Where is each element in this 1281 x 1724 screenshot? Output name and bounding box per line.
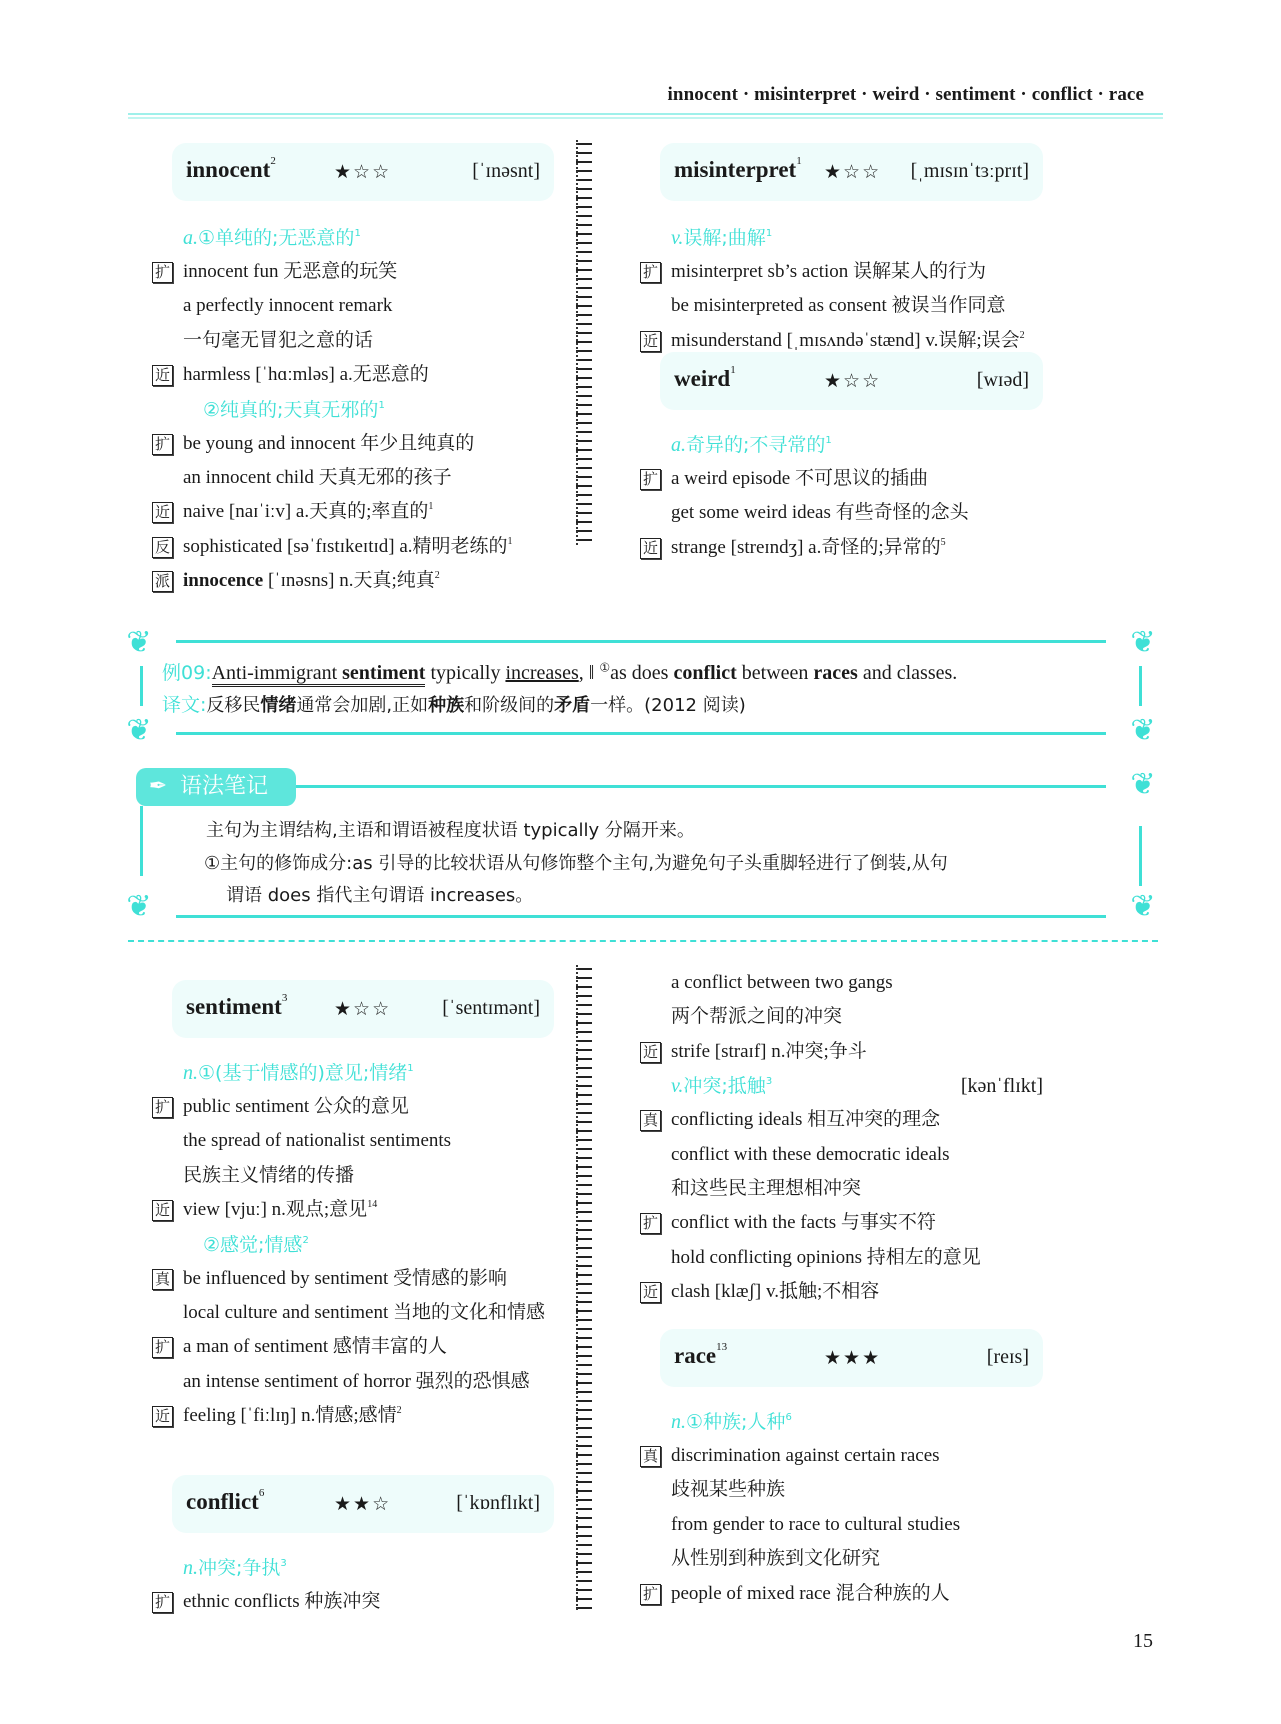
sense-text: ①种族;人种 [686,1411,786,1433]
corner-ornament-icon: ❦ [1130,625,1156,660]
section-divider [128,940,1158,942]
category-tag-icon: 扩 [152,262,173,283]
category-tag-icon: 近 [152,502,173,523]
sense-text: 奇异的;不寻常的 [686,434,826,456]
entry-line [640,1275,1043,1309]
part-of-speech: n. [671,1411,686,1433]
category-tag-icon: 扩 [152,1097,173,1118]
headword: misinterpret$^1$ [674,155,802,182]
star-rating: ★★☆ [334,1494,392,1515]
line-text: be young and innocent 年少且纯真的 [183,432,475,454]
line-text: be influenced by sentiment 受情感的影响 [183,1267,507,1289]
part-of-speech: n. [183,1557,198,1579]
entry-line [152,495,554,529]
sense-definition [152,393,554,427]
entry-line [152,1296,554,1330]
headword: innocent$^2$ [186,155,276,182]
line-text: feeling [ˈfiːlɪŋ] n.情感;感情 [183,1405,397,1427]
text: , ‖ [578,662,600,684]
frequency-superscript: 3 [280,1558,287,1569]
entry-line [640,1172,1043,1206]
category-tag-icon: 近 [640,538,661,559]
entry-conflict-continued [640,966,1043,1310]
sense-definition [640,1405,1043,1439]
frequency-superscript: 14 [367,1199,378,1211]
part-of-speech: a. [671,434,686,456]
category-tag-icon: 扩 [152,434,173,455]
category-tag-icon: 扩 [152,1592,173,1613]
box-rule [1139,826,1142,886]
example-label: 例09 [162,662,206,684]
entry-line [640,255,1043,289]
sense-definition [152,1551,554,1585]
headword-box [660,352,1043,410]
line-text: strange [streɪndʒ] a.奇怪的;异常的 [671,536,941,558]
frequency-superscript: 2 [396,1405,402,1417]
subject-underlined [212,662,426,687]
line-text: public sentiment 公众的意见 [183,1096,409,1117]
example-english [162,658,957,685]
entry-line [152,1365,554,1399]
frequency-superscript: 1 [428,501,434,513]
frequency-superscript: 3 [765,1076,773,1088]
entry-line [640,966,1043,1000]
sense-text: ②纯真的;天真无邪的 [203,398,379,421]
box-rule [176,915,1106,918]
box-rule [140,666,143,706]
grammar-line: 谓语 does 指代主句谓语 increases。 [226,885,534,906]
part-of-speech: v. [671,1075,684,1098]
line-text: conflict with the facts 与事实不符 [671,1212,936,1234]
line-text: hold conflicting opinions 持相左的意见 [671,1246,981,1268]
entry-misinterpret [642,143,1043,358]
entry-line [640,1138,1043,1172]
sense-definition [152,1228,554,1262]
text: as does [610,662,674,684]
entry-line [152,1399,554,1433]
headword: race$^{13}$ [674,1341,728,1368]
category-tag-icon: 扩 [152,1337,173,1358]
frequency-superscript: 1 [825,435,832,446]
headword-box [172,1475,554,1533]
frequency-superscript: 1 [507,535,513,547]
entry-line [152,1124,554,1158]
page-number: 15 [1133,1630,1153,1652]
category-tag-icon: 真 [640,1110,661,1131]
entry-sentiment [154,980,554,1434]
line-text: 和这些民主理想相冲突 [671,1177,862,1199]
column-divider-ornament [576,965,592,1610]
category-tag-icon: 真 [640,1446,661,1467]
entry-line [152,289,554,323]
line-text: clash [klæʃ] v.抵触;不相容 [671,1281,880,1303]
text: 和阶级间的 [464,695,555,716]
text: 一样。(2012 阅读) [590,695,746,716]
label-colon: : [205,662,212,684]
headword: conflict$^6$ [186,1487,265,1514]
frequency-superscript: 1 [407,1063,414,1074]
sense-definition [152,1056,554,1090]
text: between [736,662,814,684]
phonetic: [ˈɪnəsnt] [472,160,540,182]
entry-line [640,1508,1043,1542]
line-text: get some weird ideas 有些奇怪的念头 [671,502,969,524]
line-text: a conflict between two gangs [671,972,893,993]
box-rule [296,785,1106,788]
headword-box [172,980,554,1038]
entry-weird [642,352,1043,565]
pen-icon: ✒ [148,774,168,799]
box-rule [176,732,1106,735]
line-text: misinterpret sb’s action 误解某人的行为 [671,261,987,282]
line-text: sophisticated [səˈfɪstɪkeɪtɪd] a.精明老练的 [183,535,508,557]
example-chinese [162,690,746,717]
header-rule [128,113,1163,119]
entry-line [640,1439,1043,1473]
part-of-speech: v. [671,227,684,249]
line-text: a weird episode 不可思议的插曲 [671,468,928,489]
keyword: 情绪 [260,695,297,716]
headword-box [172,143,554,201]
frequency-superscript: 2 [1019,329,1025,341]
line-text: 一句毫无冒犯之意的话 [183,329,374,351]
category-tag-icon: 扩 [640,1584,661,1605]
line-text: strife [straɪf] n.冲突;争斗 [671,1040,867,1062]
column-divider-ornament [576,140,592,545]
text: 反移民 [206,695,261,716]
sense-text: ②感觉;情感 [203,1233,303,1256]
category-tag-icon: 近 [640,1042,661,1063]
entry-line [640,462,1043,496]
box-rule [1139,666,1142,706]
phonetic: [ˈsentɪmənt] [442,997,540,1019]
line-text: a perfectly innocent remark [183,295,393,317]
category-tag-icon: 扩 [640,1213,661,1234]
translation-label: 译文 [162,694,201,716]
entry-line [152,358,554,392]
sense-text: 冲突;抵触 [683,1075,766,1098]
entry-race [642,1329,1043,1611]
grammar-line: ①主句的修饰成分:as 引导的比较状语从句修饰整个主句,为避免句子头重脚轻进行了倒装,从句 [204,853,948,874]
frequency-superscript: 5 [940,536,946,548]
category-tag-icon: 近 [152,1200,173,1221]
sense-definition [640,428,1043,462]
line-text: the spread of nationalist sentiments [183,1130,452,1152]
sense-definition [640,221,1043,255]
corner-ornament-icon: ❦ [126,889,152,924]
entry-line [640,1473,1043,1507]
phonetic: [wɪəd] [976,369,1029,391]
category-tag-icon: 近 [640,331,661,352]
label-colon: : [200,694,207,716]
entry-line [152,1159,554,1193]
line-text: 两个帮派之间的冲突 [671,1006,843,1028]
line-text: misunderstand [ˌmɪsʌndəˈstænd] v.误解;误会 [671,329,1020,351]
entry-innocent [154,143,554,599]
sense-text: 冲突;争执 [198,1557,281,1579]
line-text: discrimination against certain races [671,1445,940,1466]
category-tag-icon: 真 [152,1269,173,1290]
line-text: innocent fun 无恶意的玩笑 [183,261,398,282]
category-tag-icon: 派 [152,571,173,592]
corner-ornament-icon: ❦ [1130,767,1156,802]
grammar-line: 主句为主谓结构,主语和谓语被程度状语 typically 分隔开来。 [206,820,695,841]
corner-ornament-icon: ❦ [126,713,152,748]
line-text: local culture and sentiment 当地的文化和情感 [183,1301,545,1323]
text: and classes. [857,662,958,684]
corner-ornament-icon: ❦ [126,625,152,660]
entry-line [640,1577,1043,1611]
line-text: ethnic conflicts 种族冲突 [183,1591,381,1612]
frequency-superscript: 1 [354,228,361,239]
entry-line [640,1542,1043,1576]
line-text: harmless [ˈhɑːmləs] a.无恶意的 [183,364,429,386]
category-tag-icon: 扩 [640,262,661,283]
page-header-title: innocent · misinterpret · weird · sentiment · conflict · race [667,84,1144,105]
line-text: view [vjuː] n.观点;意见 [183,1199,368,1221]
line-text: an intense sentiment of horror 强烈的恐惧感 [183,1370,530,1392]
entry-line [640,1241,1043,1275]
line-text: conflict with these democratic ideals [671,1143,950,1165]
line-text: people of mixed race 混合种族的人 [671,1582,950,1604]
box-rule [140,806,143,876]
line-text: 民族主义情绪的传播 [183,1164,355,1186]
phonetic: [reɪs] [986,1346,1029,1368]
headword: sentiment$^3$ [186,992,288,1019]
entry-line [152,1090,554,1124]
sense-text: ①单纯的;无恶意的 [198,227,355,249]
phonetic: [ˌmɪsɪnˈtɜːprɪt] [910,160,1029,182]
entry-line [152,324,554,358]
sense-text: 误解;曲解 [683,227,766,249]
line-text: a man of sentiment 感情丰富的人 [183,1336,447,1358]
keyword: conflict [673,662,737,684]
grammar-note-title: 语法笔记 [180,774,269,799]
part-of-speech: a. [183,227,198,249]
category-tag-icon: 近 [152,365,173,386]
frequency-superscript: 2 [434,570,440,582]
line-text: conflicting ideals 相互冲突的理念 [671,1109,941,1131]
entry-line [640,531,1043,565]
star-rating: ★★★ [824,1348,882,1369]
frequency-superscript: 6 [785,1412,792,1423]
text: 通常会加剧,正如 [296,695,429,716]
keyword: 种族 [428,695,465,716]
frequency-superscript: 1 [765,228,773,239]
category-tag-icon: 近 [640,1282,661,1303]
part-of-speech: n. [183,1062,198,1084]
category-tag-icon: 扩 [640,469,661,490]
entry-line [640,289,1043,323]
entry-line [152,427,554,461]
line-text: an innocent child 天真无邪的孩子 [183,466,452,488]
box-rule [176,640,1106,643]
category-tag-icon: 近 [152,1406,173,1427]
entry-line [152,530,554,564]
entry-line [152,1193,554,1227]
entry-line [152,461,554,495]
entry-line [640,1000,1043,1034]
line-text: 从性别到种族到文化研究 [671,1548,881,1570]
keyword: races [813,662,858,684]
line-text: innocence [ˈɪnəsns] n.天真;纯真 [183,570,435,592]
line-text: from gender to race to cultural studies [671,1513,961,1535]
sense-definition [640,1069,1043,1103]
star-rating: ★☆☆ [334,999,392,1020]
text: Anti-immigrant [211,662,343,684]
line-text: 歧视某些种族 [671,1479,786,1501]
line-text: be misinterpreted as consent 被误当作同意 [671,295,1006,317]
frequency-superscript: 1 [378,399,385,411]
keyword: sentiment [342,662,426,684]
grammar-note-box [126,767,1156,924]
headword-box [660,1329,1043,1387]
entry-line [640,1035,1043,1069]
entry-line [152,564,554,598]
entry-line [152,1585,554,1619]
headword-box [660,143,1043,201]
entry-line [640,1103,1043,1137]
headword: weird$^1$ [674,364,736,391]
corner-ornament-icon: ❦ [1130,889,1156,924]
text: typically [425,662,506,684]
predicate-underlined: increases [505,662,579,684]
entry-line [640,496,1043,530]
sense-text: ①(基于情感的)意见;情绪 [198,1062,408,1084]
sense-definition [152,221,554,255]
star-rating: ★☆☆ [824,162,882,183]
corner-ornament-icon: ❦ [1130,713,1156,748]
entry-line [152,1262,554,1296]
frequency-superscript: 2 [302,1234,309,1246]
phonetic: [kənˈflɪkt] [960,1075,1043,1098]
entry-line [152,1330,554,1364]
example-sentence-box [126,625,1156,748]
entry-conflict [154,1475,554,1619]
entry-line [640,1206,1043,1240]
keyword: 矛盾 [554,695,591,716]
grammar-note-badge [136,768,296,806]
star-rating: ★☆☆ [334,162,392,183]
annotation-marker: ① [599,660,611,675]
category-tag-icon: 反 [152,537,173,558]
entry-line [152,255,554,289]
phonetic: [ˈkɒnflɪkt] [456,1492,540,1514]
star-rating: ★☆☆ [824,371,882,392]
line-text: naive [naɪˈiːv] a.天真的;率直的 [183,501,429,523]
